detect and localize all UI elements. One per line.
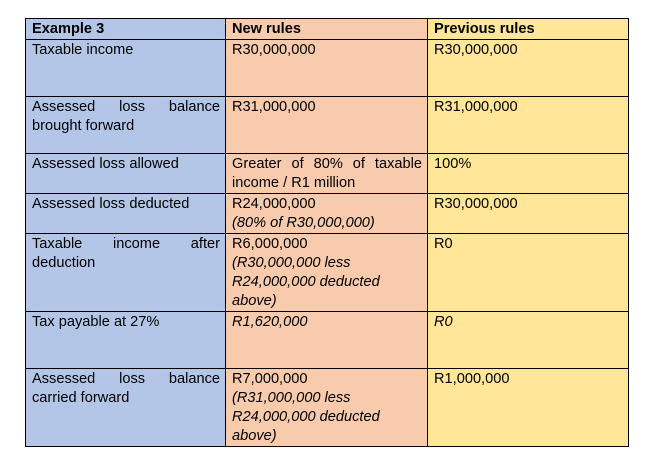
new-rules-cell	[226, 234, 428, 312]
row-label-taxable-income: Taxable income	[26, 40, 226, 97]
new-rules-value: R1,620,000	[226, 312, 428, 369]
new-rules-value: R30,000,000	[226, 40, 428, 97]
previous-rules-value: 100%	[428, 154, 629, 194]
row-label-loss-brought-forward: Assessed loss balance brought forward	[26, 97, 226, 154]
new-rules-value: R6,000,000	[232, 236, 308, 252]
new-rules-note: (80% of R30,000,000)	[232, 215, 375, 231]
previous-rules-value: R31,000,000	[428, 97, 629, 154]
header-previous-rules: Previous rules	[428, 19, 629, 40]
table-row	[26, 312, 629, 369]
new-rules-value: Greater of 80% of taxable income / R1 million	[226, 154, 428, 194]
previous-rules-value: R30,000,000	[428, 40, 629, 97]
new-rules-note: (R31,000,000 less R24,000,000 deducted above)	[232, 390, 380, 444]
new-rules-value: R24,000,000	[232, 196, 316, 212]
table-row	[26, 40, 629, 97]
comparison-table	[25, 18, 629, 447]
table-row	[26, 234, 629, 312]
previous-rules-value: R30,000,000	[428, 194, 629, 234]
row-label-loss-carried-forward: Assessed loss balance carried forward	[26, 369, 226, 447]
previous-rules-value: R0	[428, 312, 629, 369]
row-label-loss-deducted: Assessed loss deducted	[26, 194, 226, 234]
row-label-taxable-after-deduction: Taxable income after deduction	[26, 234, 226, 312]
row-label-tax-payable: Tax payable at 27%	[26, 312, 226, 369]
previous-rules-value: R0	[428, 234, 629, 312]
header-example: Example 3	[26, 19, 226, 40]
table-header-row	[26, 19, 629, 40]
table-row	[26, 97, 629, 154]
new-rules-cell	[226, 194, 428, 234]
table-row	[26, 154, 629, 194]
row-label-loss-allowed: Assessed loss allowed	[26, 154, 226, 194]
table-row	[26, 194, 629, 234]
previous-rules-value: R1,000,000	[428, 369, 629, 447]
new-rules-cell	[226, 369, 428, 447]
new-rules-value: R31,000,000	[226, 97, 428, 154]
header-new-rules: New rules	[226, 19, 428, 40]
new-rules-value: R7,000,000	[232, 371, 308, 387]
new-rules-note: (R30,000,000 less R24,000,000 deducted above)	[232, 255, 380, 309]
table-row	[26, 369, 629, 447]
